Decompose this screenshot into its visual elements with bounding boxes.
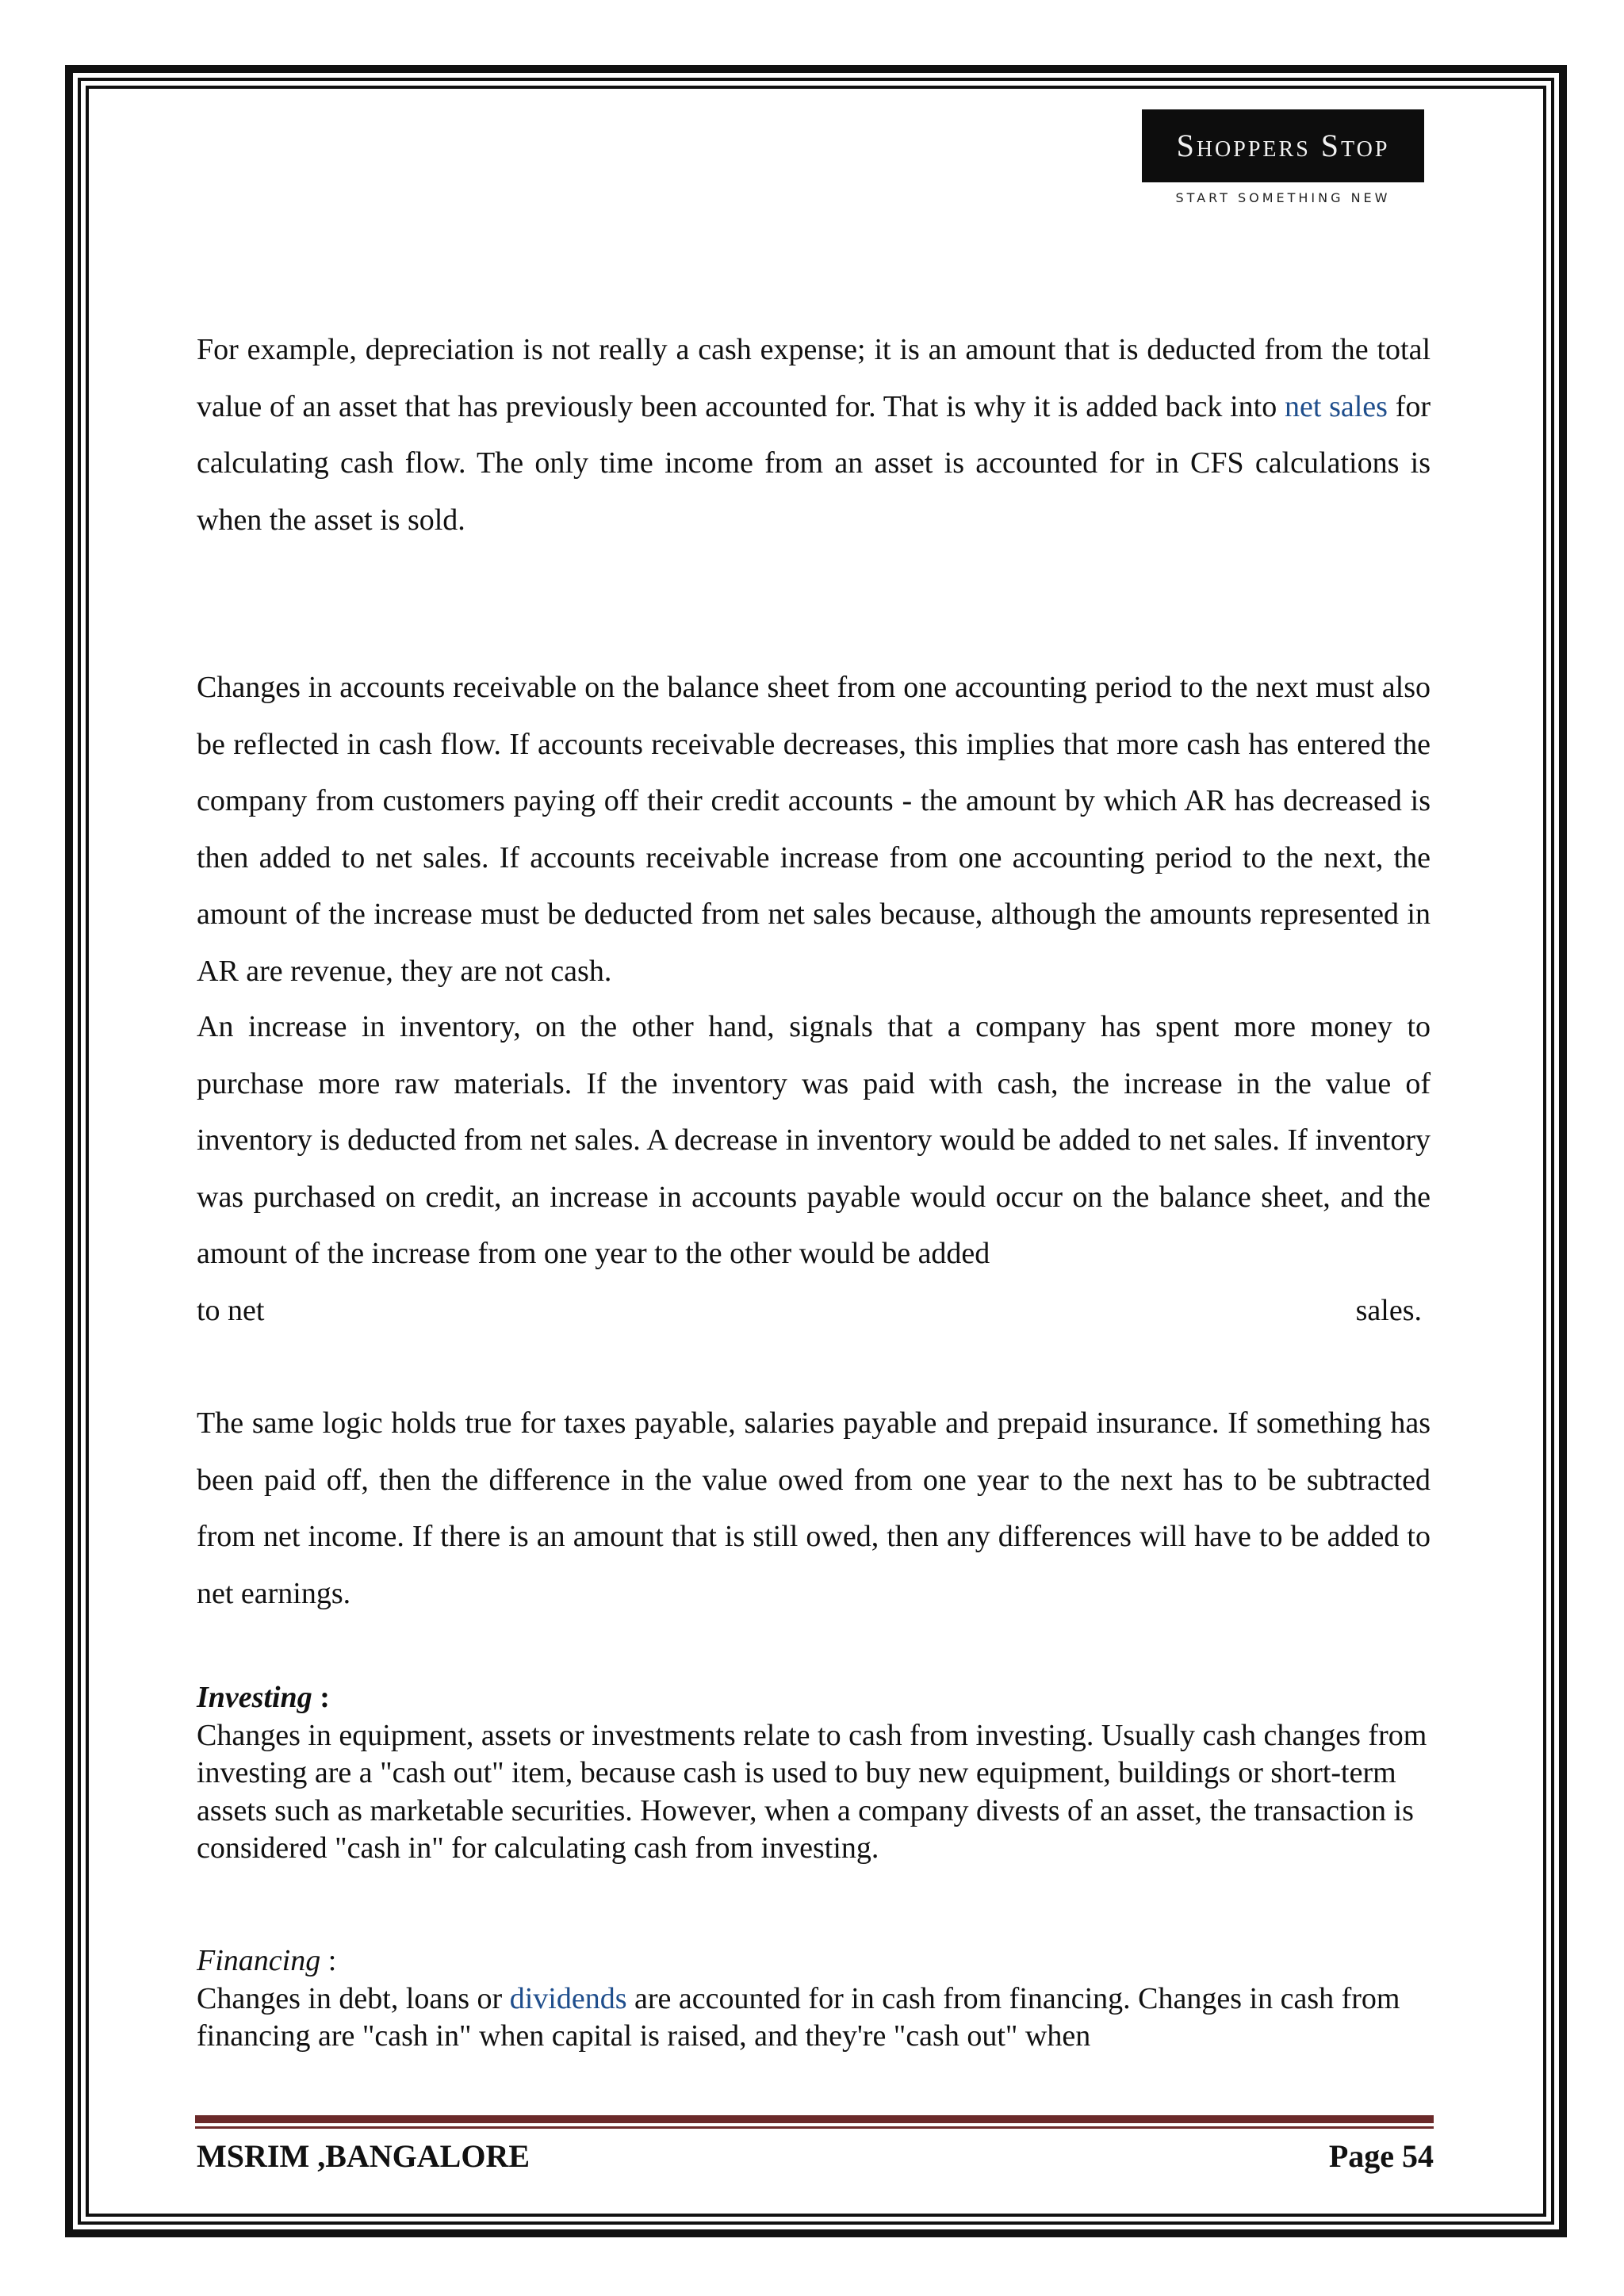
paragraph-taxes-payable: The same logic holds true for taxes payable, salaries payable and prepaid insurance. If something has been paid off, then the difference in the value owed from one year to the next has to be subtracted from net income. If there is an amount that is still owed, then any differences will have to be added to net earnings. — [197, 1406, 1431, 1610]
p1-text-before: For example, depreciation is not really a cash expense; it is an amount that is deducted from the total value of an asset that has previously been accounted for. That is why it is added back into — [197, 333, 1431, 423]
footer-page-number: Page 54 — [1328, 2138, 1434, 2174]
p1-text-after: for calculating cash flow. The only time income from an asset is accounted for in CFS calculations is when the asset is sold. — [197, 389, 1431, 537]
financing-text-after: are accounted for in cash from financing. Changes in cash from financing are "cash in" when capital is raised, and they're "cash out" when — [197, 1981, 1400, 2053]
paragraph-inventory: An increase in inventory, on the other hand, signals that a company has spent more money to purchase more raw materials. If the inventory was paid with cash, the increase in the value of inventory is deducted from net sales. A decrease in inventory would be added to net sales. If inventory was purchased on credit, an increase in accounts payable would occur on the balance sheet, and the amount of the increase from one year to the other would be added — [197, 1010, 1431, 1270]
paragraph-depreciation — [197, 322, 1431, 549]
logo-wordmark: Shoppers Stop — [1142, 109, 1424, 182]
investing-heading-line — [197, 1679, 1431, 1717]
paragraph-accounts-receivable: Changes in accounts receivable on the balance sheet from one accounting period to the next must also be reflected in cash flow. If accounts receivable decreases, this implies that more cash has entered the company from customers paying off their credit accounts - the amount by which AR has decreased is then added to net sales. If accounts receivable increase from one accounting period to the next, the amount of the increase must be deducted from net sales because, although the amounts represented in AR are revenue, they are not cash. — [197, 671, 1431, 988]
inventory-last-line-left: to net — [197, 1294, 265, 1327]
shoppers-stop-logo — [1142, 109, 1424, 205]
dividends-link[interactable]: dividends — [509, 1981, 627, 2015]
logo-tagline: START SOMETHING NEW — [1175, 190, 1391, 205]
financing-text-before: Changes in debt, loans or — [197, 1981, 510, 2015]
investing-heading: Investing — [197, 1681, 312, 1714]
investing-text: Changes in equipment, assets or investments relate to cash from investing. Usually cash changes from investing are a "cash out" item, because cash is used to buy new equipment, buildings or short-term assets such as marketable securities. However, when a company divests of an asset, the transaction is considered "cash in" for calculating cash from investing. — [197, 1718, 1427, 1865]
financing-text — [197, 1980, 1431, 2056]
inventory-last-line-right: sales. — [1355, 1294, 1422, 1327]
section-financing — [197, 1942, 1431, 2056]
footer-rule-thick — [195, 2115, 1434, 2123]
financing-heading: Financing — [197, 1944, 321, 1977]
net-sales-link[interactable]: net sales — [1284, 389, 1388, 423]
footer-rule-thin — [195, 2126, 1434, 2129]
section-investing — [197, 1679, 1431, 1868]
financing-colon: : — [320, 1944, 337, 1977]
footer-institution: MSRIM ,BANGALORE — [197, 2138, 530, 2174]
financing-heading-line — [197, 1942, 1431, 1980]
paragraph-inventory-last-line — [197, 1283, 1422, 1340]
investing-colon: : — [312, 1681, 330, 1714]
